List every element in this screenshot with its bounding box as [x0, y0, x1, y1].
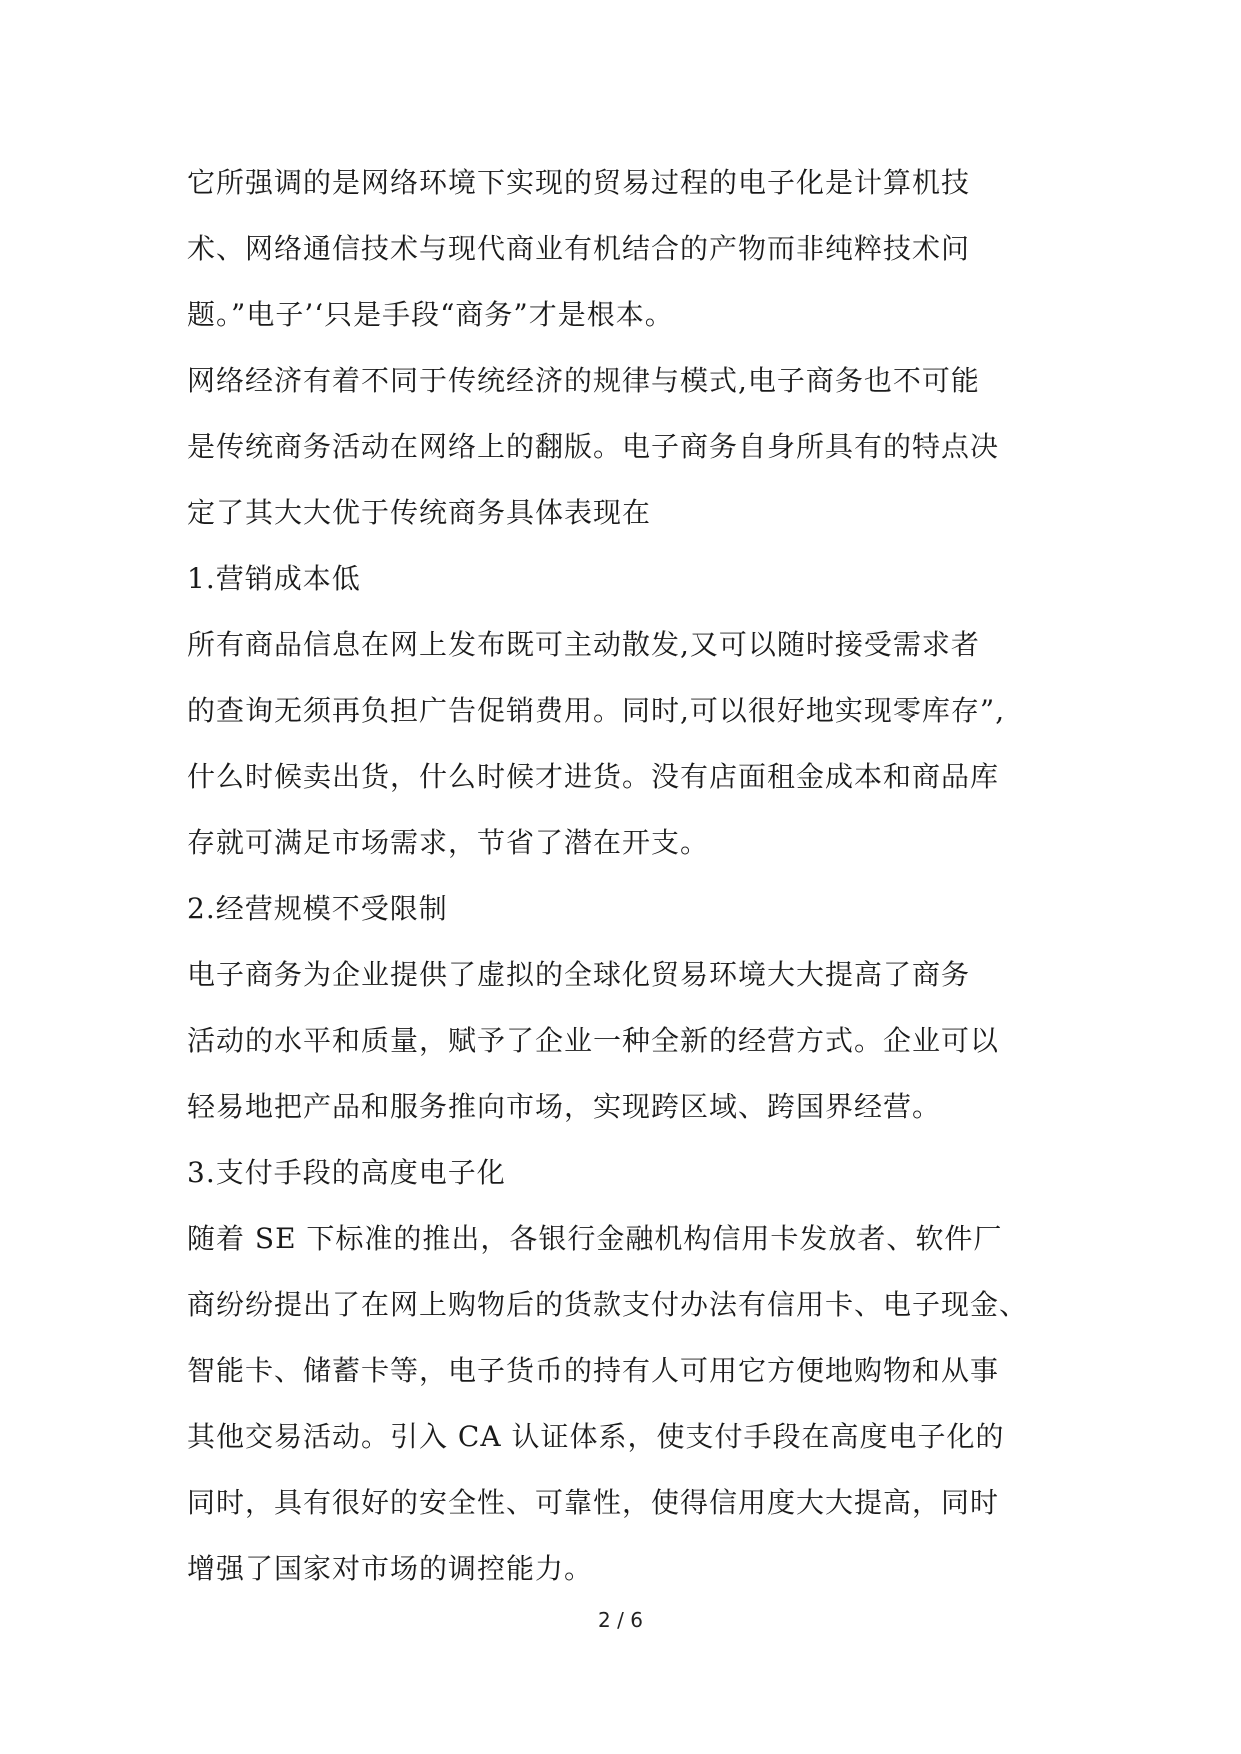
text-line: 存就可满足市场需求，节省了潜在开支。 — [187, 826, 710, 859]
text-line: 是传统商务活动在网络上的翻版。电子商务自身所具有的特点决 — [187, 430, 1000, 463]
section-heading: 2.经营规模不受限制 — [187, 892, 448, 925]
document-body — [187, 150, 1067, 1602]
text-line: 随着 SE 下标准的推出，各银行金融机构信用卡发放者、软件厂 — [187, 1222, 1003, 1255]
text-line: 网络经济有着不同于传统经济的规律与模式,电子商务也不可能 — [187, 364, 980, 397]
text-line: 所有商品信息在网上发布既可主动散发,又可以随时接受需求者 — [187, 628, 980, 661]
text-line: 增强了国家对市场的调控能力。 — [187, 1552, 594, 1585]
text-line: 商纷纷提出了在网上购物后的货款支付办法有信用卡、电子现金、 — [187, 1288, 1029, 1321]
text-line: 轻易地把产品和服务推向市场，实现跨区域、跨国界经营。 — [187, 1090, 942, 1123]
section-heading: 3.支付手段的高度电子化 — [187, 1156, 506, 1189]
text-line: 它所强调的是网络环境下实现的贸易过程的电子化是计算机技 — [187, 166, 971, 199]
text-line: 电子商务为企业提供了虚拟的全球化贸易环境大大提高了商务 — [187, 958, 971, 991]
text-line: 其他交易活动。引入 CA 认证体系，使支付手段在高度电子化的 — [187, 1420, 1005, 1453]
text-line: 什么时候卖出货，什么时候才进货。没有店面租金成本和商品库 — [187, 760, 1000, 793]
text-line: 智能卡、储蓄卡等，电子货币的持有人可用它方便地购物和从事 — [187, 1354, 1000, 1387]
text-line: 同时，具有很好的安全性、可靠性，使得信用度大大提高，同时 — [187, 1486, 1000, 1519]
text-line: 活动的水平和质量，赋予了企业一种全新的经营方式。企业可以 — [187, 1024, 1000, 1057]
page-number: 2 / 6 — [598, 1608, 643, 1632]
text-line: 定了其大大优于传统商务具体表现在 — [187, 496, 652, 529]
text-line: 的查询无须再负担广告促销费用。同时,可以很好地实现零库存”, — [187, 694, 1006, 727]
text-line: 题。”电子’‘只是手段“商务”才是根本。 — [187, 298, 674, 331]
text-line: 术、网络通信技术与现代商业有机结合的产物而非纯粹技术问 — [187, 232, 971, 265]
section-heading: 1.营销成本低 — [187, 562, 361, 595]
